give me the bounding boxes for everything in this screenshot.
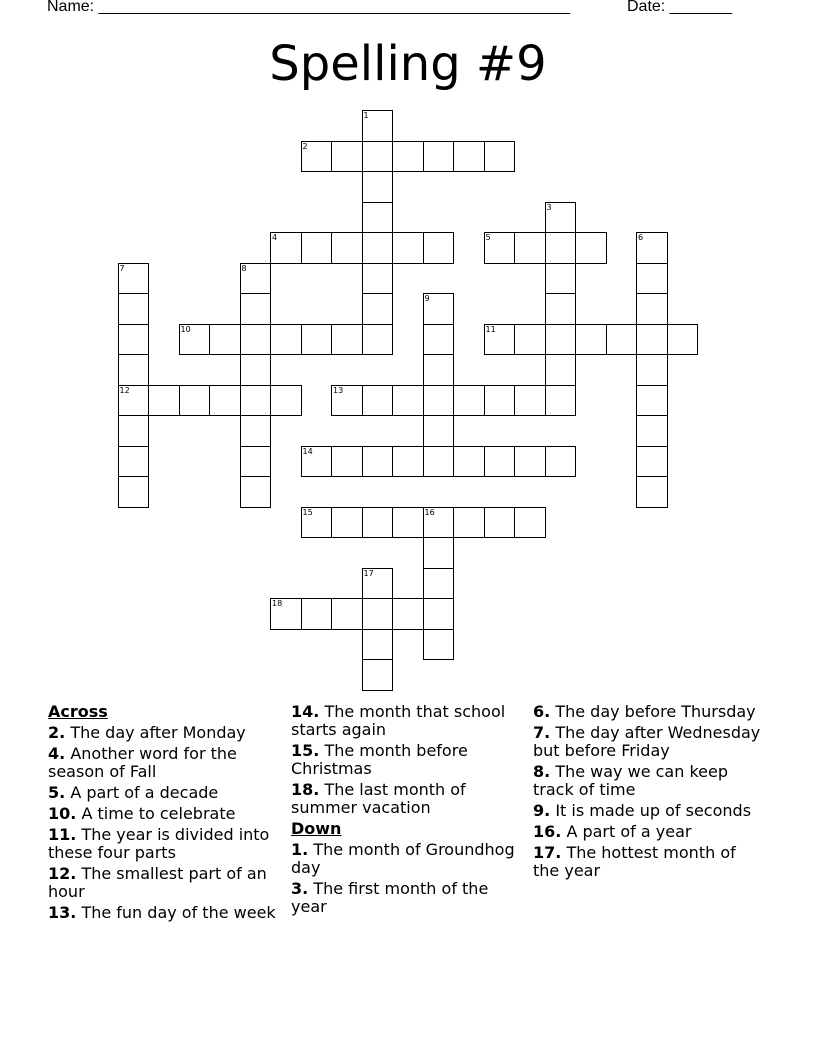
crossword-cell[interactable] [270, 232, 302, 264]
crossword-cell[interactable] [484, 385, 516, 417]
crossword-cell[interactable] [240, 476, 272, 508]
crossword-cell[interactable] [240, 385, 272, 417]
crossword-cell[interactable] [331, 324, 363, 356]
crossword-cell[interactable] [636, 324, 668, 356]
crossword-cell[interactable] [179, 385, 211, 417]
crossword-cell[interactable] [667, 324, 699, 356]
crossword-cell[interactable] [514, 385, 546, 417]
down-clue [291, 841, 521, 877]
clue-number: 18. [291, 780, 320, 799]
clue-text: The hottest month of the year [533, 843, 736, 880]
crossword-cell[interactable] [209, 324, 241, 356]
across-clue [48, 904, 280, 922]
crossword-cell[interactable] [606, 324, 638, 356]
clue-number: 1. [291, 840, 309, 859]
cell-number: 2 [302, 141, 308, 151]
crossword-cell[interactable] [362, 171, 394, 203]
clue-text: The way we can keep track of time [533, 762, 728, 799]
crossword-cell[interactable] [118, 354, 150, 386]
clue-text: The day after Wednesday but before Friday [533, 723, 761, 760]
crossword-cell[interactable] [545, 293, 577, 325]
clue-text: A time to celebrate [81, 804, 236, 823]
name-line: Name: _____________________________________________________ [47, 0, 571, 15]
cell-number: 18 [272, 599, 283, 608]
crossword-cell[interactable] [301, 446, 333, 478]
crossword-cell[interactable] [118, 263, 150, 295]
down-heading: Down [291, 819, 342, 838]
crossword-cell[interactable] [301, 232, 333, 264]
crossword-cell[interactable] [301, 507, 333, 539]
down-clue [533, 703, 763, 721]
crossword-cell[interactable] [636, 232, 668, 264]
cell-number: 7 [119, 263, 125, 273]
cell-number: 17 [363, 568, 374, 578]
crossword-cell[interactable] [636, 385, 668, 417]
crossword-cell[interactable] [240, 263, 272, 295]
crossword-cell[interactable] [423, 324, 455, 356]
crossword-cell[interactable] [240, 324, 272, 356]
crossword-cell[interactable] [179, 324, 211, 356]
clue-number: 10. [48, 804, 77, 823]
crossword-cell[interactable] [362, 659, 394, 691]
crossword-cell[interactable] [392, 232, 424, 264]
down-clue [533, 823, 763, 841]
clue-number: 12. [48, 864, 77, 883]
crossword-cell[interactable] [362, 293, 394, 325]
crossword-cell[interactable] [362, 202, 394, 234]
clue-text: The day before Thursday [555, 702, 756, 721]
cell-number: 11 [485, 324, 496, 334]
crossword-cell[interactable] [484, 507, 516, 539]
crossword-cell[interactable] [514, 232, 546, 264]
cell-number: 10 [180, 324, 191, 334]
clue-text: The last month of summer vacation [291, 780, 466, 817]
cell-number: 12 [119, 385, 130, 395]
crossword-cell[interactable] [423, 568, 455, 600]
crossword-cell[interactable] [484, 141, 516, 173]
crossword-cell[interactable] [484, 232, 516, 264]
crossword-cell[interactable] [545, 446, 577, 478]
crossword-cell[interactable] [423, 354, 455, 386]
crossword-cell[interactable] [636, 293, 668, 325]
crossword-cell[interactable] [270, 598, 302, 630]
crossword-cell[interactable] [331, 446, 363, 478]
crossword-cell[interactable] [362, 141, 394, 173]
crossword-cell[interactable] [331, 385, 363, 417]
crossword-cell[interactable] [423, 629, 455, 661]
crossword-cell[interactable] [514, 324, 546, 356]
crossword-cell[interactable] [423, 415, 455, 447]
crossword-cell[interactable] [392, 507, 424, 539]
crossword-cell[interactable] [301, 141, 333, 173]
cell-number: 8 [241, 263, 247, 273]
crossword-cell[interactable] [362, 110, 394, 142]
down-clue [533, 763, 763, 799]
crossword-cell[interactable] [545, 232, 577, 264]
crossword-cell[interactable] [453, 446, 485, 478]
crossword-cell[interactable] [270, 324, 302, 356]
crossword-cell[interactable] [362, 629, 394, 661]
crossword-cell[interactable] [118, 476, 150, 508]
clue-text: The first month of the year [291, 879, 489, 916]
clue-text: A part of a decade [70, 783, 219, 802]
cell-number: 14 [302, 446, 313, 456]
clue-number: 15. [291, 741, 320, 760]
clue-text: The month before Christmas [291, 741, 468, 778]
cell-number: 15 [302, 507, 313, 517]
cell-number: 9 [424, 294, 430, 303]
cell-number: 1 [363, 111, 369, 120]
crossword-cell[interactable] [301, 324, 333, 356]
crossword-cell[interactable] [118, 446, 150, 478]
clue-number: 11. [48, 825, 77, 844]
clue-number: 4. [48, 744, 66, 763]
crossword-cell[interactable] [148, 385, 180, 417]
clue-number: 17. [533, 843, 562, 862]
clue-text: The fun day of the week [81, 903, 276, 922]
clue-text: A part of a year [566, 822, 692, 841]
crossword-cell[interactable] [545, 202, 577, 234]
clue-number: 7. [533, 723, 551, 742]
down-clue [533, 724, 763, 760]
crossword-cell[interactable] [514, 507, 546, 539]
crossword-cell[interactable] [362, 232, 394, 264]
clue-column-2 [291, 703, 521, 919]
crossword-cell[interactable] [118, 293, 150, 325]
cell-number: 3 [546, 202, 552, 212]
clue-text: The day after Monday [70, 723, 246, 742]
across-clue [48, 826, 280, 862]
crossword-cell[interactable] [240, 293, 272, 325]
crossword-cell[interactable] [362, 568, 394, 600]
crossword-cell[interactable] [362, 263, 394, 295]
crossword-cell[interactable] [575, 232, 607, 264]
clue-text: The smallest part of an hour [48, 864, 267, 901]
crossword-cell[interactable] [545, 385, 577, 417]
crossword-cell[interactable] [331, 598, 363, 630]
crossword-cell[interactable] [636, 263, 668, 295]
clue-column-3 [533, 703, 763, 883]
crossword-cell[interactable] [331, 507, 363, 539]
crossword-cell[interactable] [392, 141, 424, 173]
crossword-cell[interactable] [545, 263, 577, 295]
crossword-cell[interactable] [362, 446, 394, 478]
crossword-cell[interactable] [453, 141, 485, 173]
clue-text: The month of Groundhog day [291, 840, 515, 877]
crossword-cell[interactable] [423, 141, 455, 173]
crossword-cell[interactable] [453, 507, 485, 539]
cell-number: 6 [638, 233, 644, 242]
across-clue [291, 703, 521, 739]
page-title: Spelling #9 [269, 36, 547, 92]
clue-column-1 [48, 703, 280, 925]
crossword-cell[interactable] [209, 385, 241, 417]
crossword-cell[interactable] [423, 232, 455, 264]
across-heading: Across [48, 702, 108, 721]
clue-number: 14. [291, 702, 320, 721]
crossword-cell[interactable] [362, 598, 394, 630]
crossword-cell[interactable] [423, 446, 455, 478]
crossword-cell[interactable] [392, 385, 424, 417]
clue-number: 6. [533, 702, 551, 721]
cell-number: 5 [485, 233, 491, 242]
clue-text: The year is divided into these four parts [48, 825, 270, 862]
crossword-cell[interactable] [423, 507, 455, 539]
crossword-cell[interactable] [423, 385, 455, 417]
crossword-cell[interactable] [575, 324, 607, 356]
clue-number: 8. [533, 762, 551, 781]
crossword-cell[interactable] [423, 537, 455, 569]
crossword-cell[interactable] [362, 385, 394, 417]
crossword-cell[interactable] [636, 415, 668, 447]
crossword-cell[interactable] [240, 415, 272, 447]
across-clue [48, 784, 280, 802]
clue-number: 9. [533, 801, 551, 820]
down-clue [533, 802, 763, 820]
clue-number: 16. [533, 822, 562, 841]
crossword-cell[interactable] [118, 385, 150, 417]
crossword-cell[interactable] [545, 354, 577, 386]
crossword-cell[interactable] [545, 324, 577, 356]
crossword-cell[interactable] [240, 354, 272, 386]
cell-number: 4 [272, 233, 278, 242]
crossword-cell[interactable] [118, 415, 150, 447]
crossword-cell[interactable] [240, 446, 272, 478]
across-clue [48, 745, 280, 781]
crossword-cell[interactable] [484, 324, 516, 356]
crossword-cell[interactable] [362, 507, 394, 539]
across-clue [291, 742, 521, 778]
date-line: Date: _______ [627, 0, 732, 15]
clue-number: 2. [48, 723, 66, 742]
crossword-cell[interactable] [636, 354, 668, 386]
cell-number: 16 [424, 507, 435, 517]
down-clue [533, 844, 763, 880]
crossword-cell[interactable] [423, 293, 455, 325]
crossword-cell[interactable] [362, 324, 394, 356]
crossword-cell[interactable] [423, 598, 455, 630]
clue-number: 3. [291, 879, 309, 898]
clue-text: Another word for the season of Fall [48, 744, 237, 781]
crossword-cell[interactable] [636, 476, 668, 508]
across-clue [48, 805, 280, 823]
across-clue [48, 865, 280, 901]
cell-number: 13 [333, 385, 344, 395]
crossword-cell[interactable] [331, 232, 363, 264]
across-clue [48, 724, 280, 742]
crossword-cell[interactable] [514, 446, 546, 478]
crossword-cell[interactable] [118, 324, 150, 356]
clue-text: The month that school starts again [291, 702, 506, 739]
crossword-cell[interactable] [484, 446, 516, 478]
crossword-cell[interactable] [392, 446, 424, 478]
crossword-cell[interactable] [270, 385, 302, 417]
down-clue [291, 880, 521, 916]
crossword-cell[interactable] [331, 141, 363, 173]
crossword-cell[interactable] [453, 385, 485, 417]
across-clue [291, 781, 521, 817]
clue-number: 13. [48, 903, 77, 922]
crossword-cell[interactable] [301, 598, 333, 630]
crossword-cell[interactable] [636, 446, 668, 478]
crossword-cell[interactable] [392, 598, 424, 630]
clue-number: 5. [48, 783, 66, 802]
clue-text: It is made up of seconds [555, 801, 752, 820]
